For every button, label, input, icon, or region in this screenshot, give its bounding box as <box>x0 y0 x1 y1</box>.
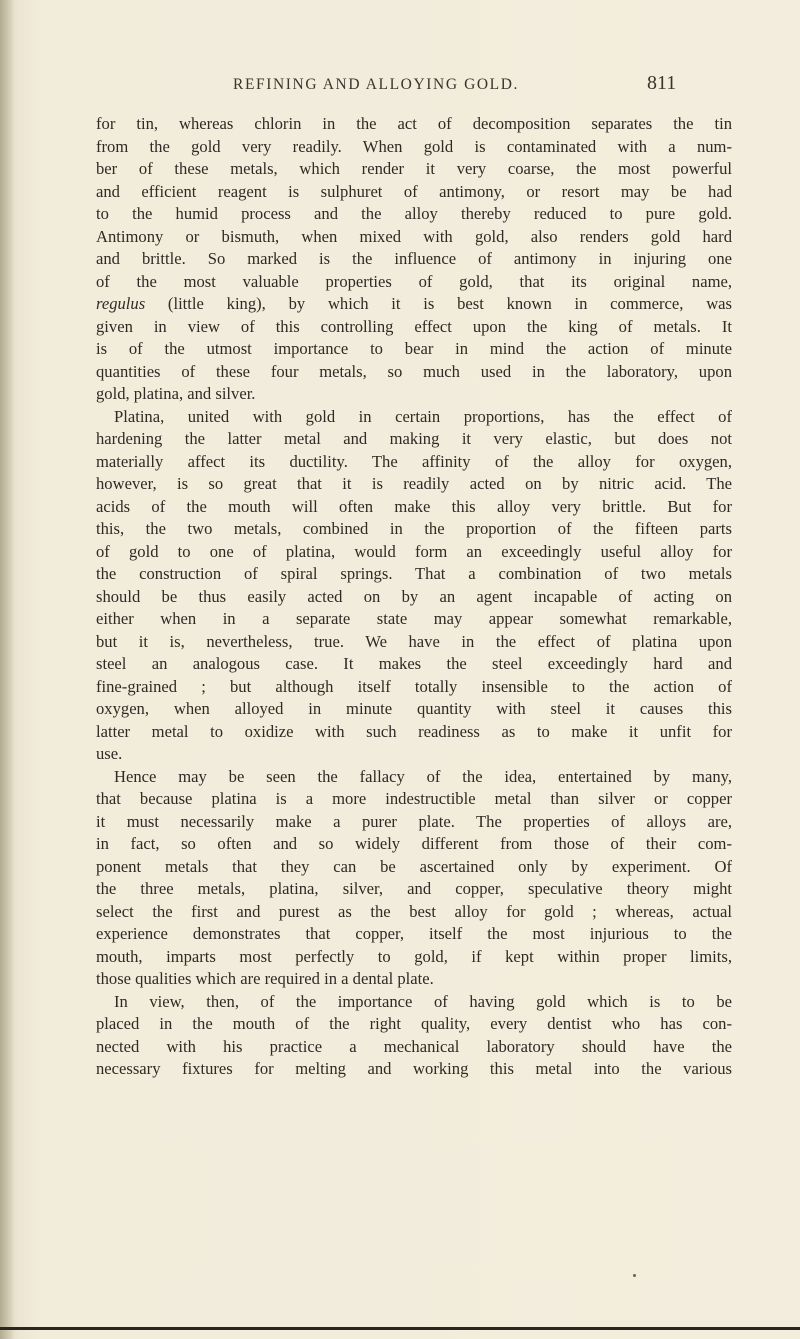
text-line: those qualities which are required in a dental plate. <box>96 969 434 988</box>
text-line: and brittle. So marked is the influence of antimony in injuring one <box>96 249 732 268</box>
text-line: select the first and purest as the best alloy for gold ; whereas, actual <box>96 901 732 921</box>
text-line: Hence may be seen the fallacy of the idea, entertained by many, <box>114 766 732 786</box>
text-line: hardening the latter metal and making it very elastic, but does not <box>96 429 732 448</box>
text-line: the three metals, platina, silver, and copper, speculative theory might <box>96 879 732 898</box>
text-line: the construction of spiral springs. That a combination of two metals <box>96 564 732 583</box>
paper-speck <box>633 1274 636 1277</box>
text-line: Antimony or bismuth, when mixed with gold, also renders gold hard <box>96 226 732 246</box>
text-line: placed in the mouth of the right quality, every dentist who has con- <box>96 1014 732 1033</box>
text-line: is of the utmost importance to bear in mind the action of minute <box>96 339 732 358</box>
text-line: Platina, united with gold in certain proportions, has the effect of <box>114 406 732 426</box>
page-number: 811 <box>647 72 677 94</box>
text-line: for tin, whereas chlorin in the act of decomposition separates the tin <box>96 114 732 133</box>
text-line: either when in a separate state may appear somewhat remarkable, <box>96 609 732 628</box>
text-line: latter metal to oxidize with such readiness as to make it unfit for <box>96 721 732 741</box>
page-bottom-edge <box>0 1327 800 1330</box>
text-line: steel an analogous case. It makes the steel exceedingly hard and <box>96 654 732 673</box>
text-line: In view, then, of the importance of having gold which is to be <box>114 991 732 1011</box>
text-line: but it is, nevertheless, true. We have in the effect of platina upon <box>96 631 732 651</box>
text-line: quantities of these four metals, so much used in the laboratory, upon <box>96 361 732 381</box>
text-line: should be thus easily acted on by an agent incapable of acting on <box>96 586 732 606</box>
text-line: oxygen, when alloyed in minute quantity with steel it causes this <box>96 699 732 718</box>
text-line: use. <box>96 744 123 763</box>
text-line: however, is so great that it is readily acted on by nitric acid. The <box>96 474 732 493</box>
text-line: necessary fixtures for melting and working this metal into the various <box>96 1059 732 1078</box>
text-line: of gold to one of platina, would form an exceedingly useful alloy for <box>96 541 732 561</box>
text-line: of the most valuable properties of gold, that its original name, <box>96 271 732 291</box>
page-header <box>0 72 800 106</box>
text-line: acids of the mouth will often make this alloy very brittle. But for <box>96 496 732 516</box>
body-text <box>96 113 732 1081</box>
text-line: mouth, imparts most perfectly to gold, if kept within proper limits, <box>96 946 732 966</box>
text-line: this, the two metals, combined in the proportion of the fifteen parts <box>96 519 732 538</box>
text-line: it must necessarily make a purer plate. The properties of alloys are, <box>96 811 732 831</box>
text-line: given in view of this controlling effect upon the king of metals. It <box>96 316 732 336</box>
text-line: fine-grained ; but although itself totally insensible to the action of <box>96 676 732 696</box>
page-gutter-shadow <box>0 0 14 1339</box>
running-head: REFINING AND ALLOYING GOLD. <box>233 76 520 93</box>
text-line: and efficient reagent is sulphuret of antimony, or resort may be had <box>96 181 732 201</box>
text-line: from the gold very readily. When gold is contaminated with a num- <box>96 136 732 156</box>
text-line: experience demonstrates that copper, itself the most injurious to the <box>96 924 732 943</box>
text-line: gold, platina, and silver. <box>96 384 256 403</box>
italic-term: regulus <box>96 294 146 313</box>
text-line: ber of these metals, which render it very coarse, the most powerful <box>96 159 732 178</box>
text-line: regulus (little king), by which it is best known in commerce, was <box>96 294 732 313</box>
text-line: to the humid process and the alloy thereby reduced to pure gold. <box>96 204 732 223</box>
text-line: nected with his practice a mechanical laboratory should have the <box>96 1036 732 1056</box>
text-line: in fact, so often and so widely different from those of their com- <box>96 834 732 853</box>
text-line: that because platina is a more indestructible metal than silver or copper <box>96 789 732 808</box>
text-line: ponent metals that they can be ascertained only by experiment. Of <box>96 856 732 876</box>
text-line: materially affect its ductility. The affinity of the alloy for oxygen, <box>96 451 732 471</box>
